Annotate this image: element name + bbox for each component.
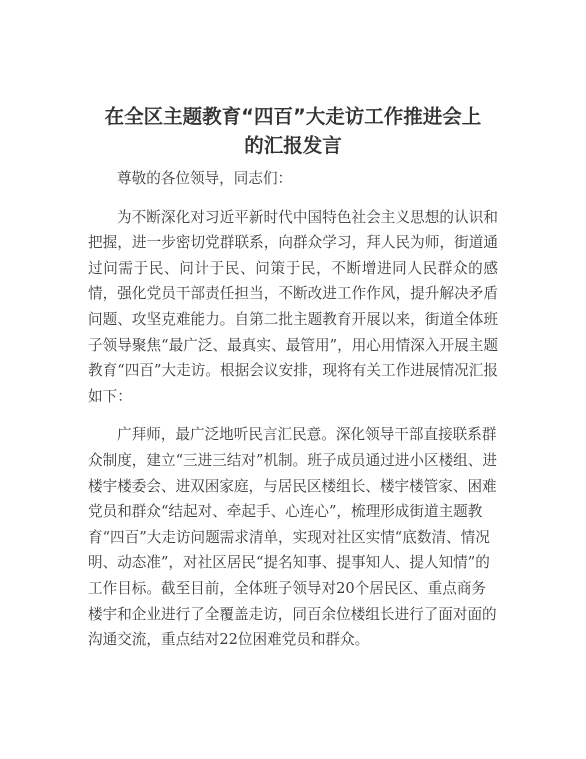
paragraph-section-1: 广拜师，最广泛地听民言汇民意。深化领导干部直接联系群众制度，建立“三进三结对”机制。班子成员通过进小区楼组、进楼宇楼委会、进双困家庭，与居民区楼组长、楼宇楼管家、困难党员和群众“结起对、牵起手、心连心”，梳理形成街道主题教育“四百”大走访问题需求清单，实现对社区实情“底数清、情况明、动态准”，对社区居民“提名知事、提事知人、提人知情”的工作目标。截至目前，全体班子领导对20个居民区、重点商务楼宇和企业进行了全覆盖走访，同百余位楼组长进行了面对面的沟通交流，重点结对22位困难党员和群众。 bbox=[88, 426, 497, 649]
document-title-line-2: 的汇报发言 bbox=[244, 134, 342, 157]
document-title bbox=[60, 102, 526, 160]
paragraph-intro: 为不断深化对习近平新时代中国特色社会主义思想的认识和把握，进一步密切党群联系，向群众学习，拜人民为师，街道通过问需于民、问计于民、问策于民，不断增进同人民群众的感情，强化党员干部责任担当，不断改进工作作风，提升解决矛盾问题、攻坚克难能力。自第二批主题教育开展以来，街道全体班子领导聚焦“最广泛、最真实、最管用”，用心用情深入开展主题教育“四百”大走访。根据会议安排，现将有关工作进展情况汇报如下： bbox=[88, 208, 498, 405]
salutation: 尊敬的各位领导，同志们： bbox=[117, 170, 293, 187]
document-body bbox=[88, 166, 498, 666]
document-title-line-1: 在全区主题教育“四百”大走访工作推进会上 bbox=[104, 105, 482, 128]
